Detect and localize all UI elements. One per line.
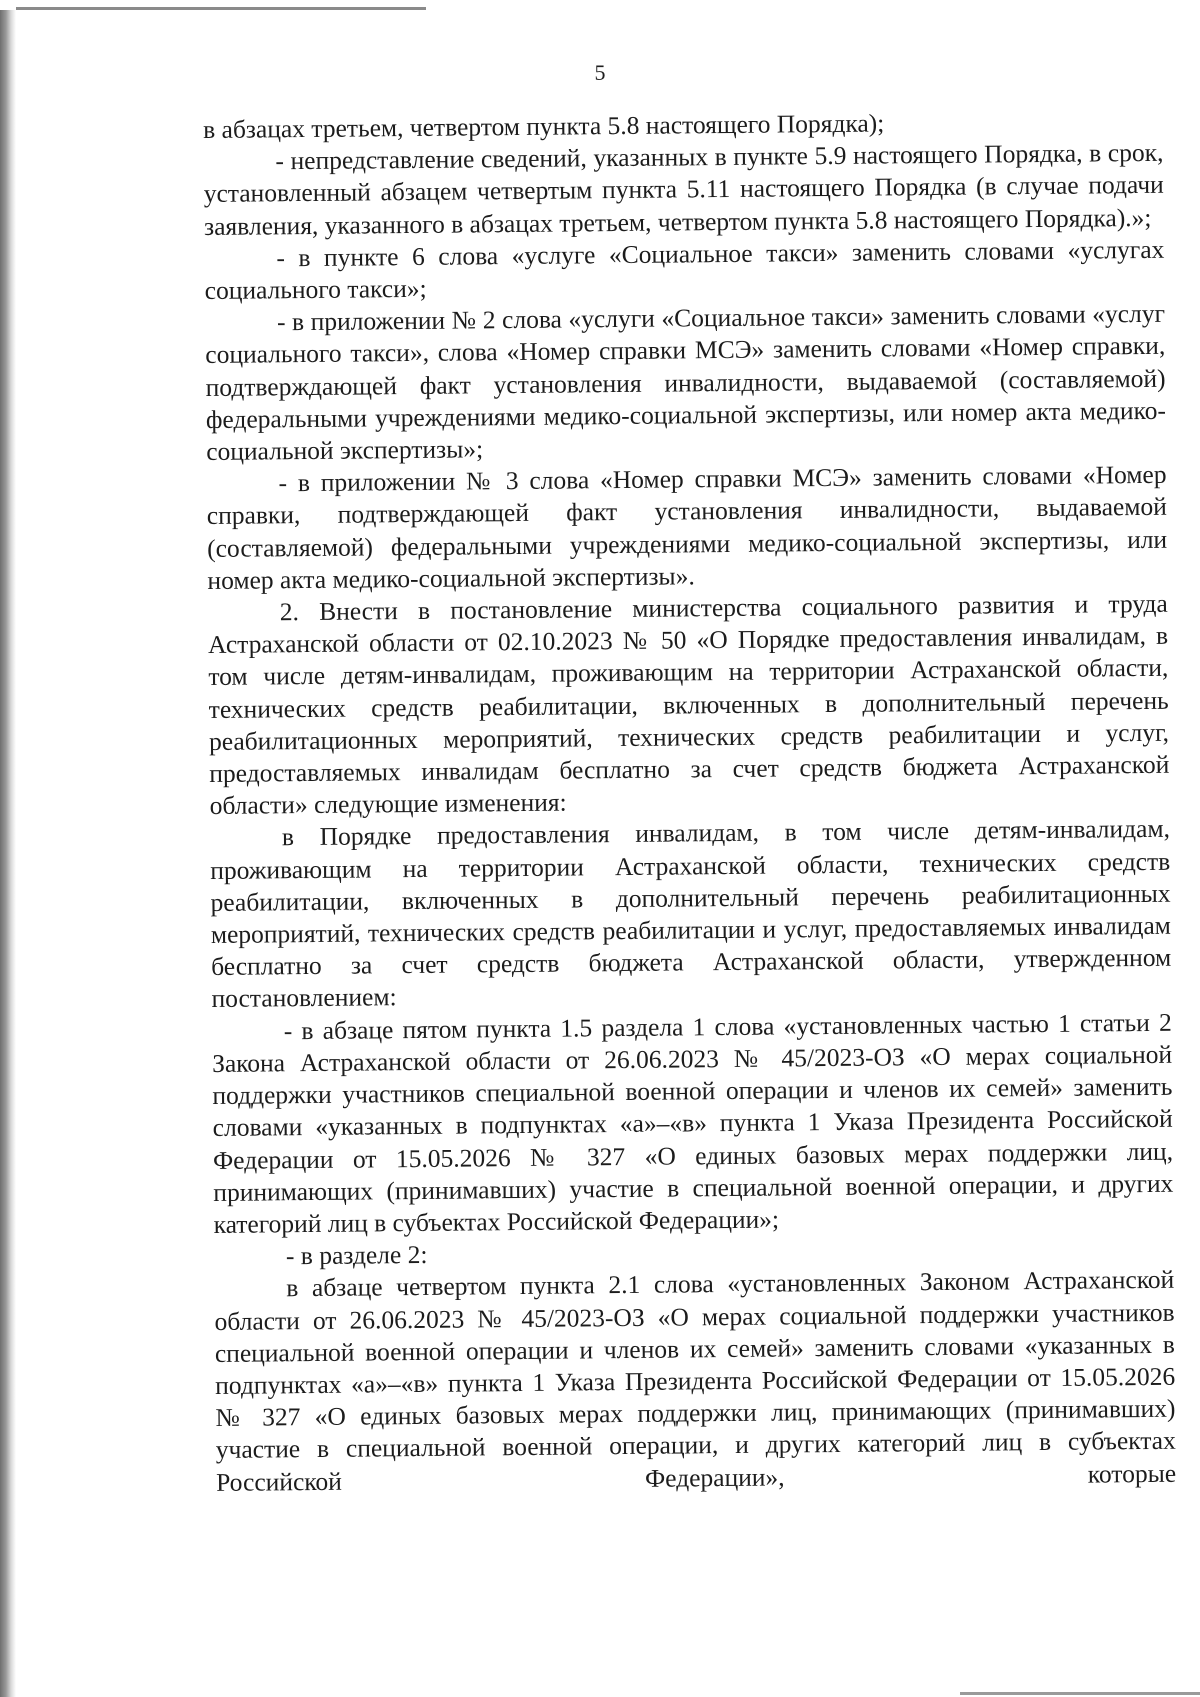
- paragraph-continuation: в абзацах третьем, четвертом пункта 5.8 настоящего Порядка);: [203, 108, 885, 144]
- paragraph-item-section-2: - в разделе 2:: [285, 1240, 428, 1271]
- document-body: [203, 105, 1176, 1499]
- paragraph-section-2-amend: 2. Внести в постановление министерства социального развития и труда Астраханской области от 02.10.2023 № 50 «О Порядке предоставления инвалидам, в том числе детям-инвалидам, проживающим на территории Астраханской области, технических средств реабилитации, включенных в дополнительный перечень реабилитационных мероприятий, технических средств реабилитации и услуг, предоставляемых инвалидам бесплатно за счет средств бюджета Астраханской области» следующие изменения:: [207, 588, 1170, 821]
- scan-top-edge-line: [16, 7, 426, 10]
- paragraph-item-appendix-3: - в приложении № 3 слова «Номер справки МСЭ» заменить словами «Номер справки, подтверждающей факт установления инвалидности, выдаваемой (составляемой) федеральными учреждениями медико-социальной экспертизы, или номер акта медико-социальной экспертизы».: [206, 460, 1168, 595]
- scan-bottom-edge-line: [960, 1692, 1200, 1695]
- paragraph-procedure-intro: в Порядке предоставления инвалидам, в том числе детям-инвалидам, проживающим на территории Астраханской области, технических средств реабилитации, включенных в дополнительный перечень реабилитационных мероприятий, технических средств реабилитации и услуг, предоставляемых инвалидам бесплатно за счет средств бюджета Астраханской области, утвержденном постановлением:: [210, 814, 1172, 1014]
- paragraph-item-point-2-1: в абзаце четвертом пункта 2.1 слова «установленных Законом Астраханской области от 26.06.2023 № 45/2023-ОЗ «О мерах социальной поддержки участников специальной военной операции и членов их семей» заменить словами «указанных в подпунктах «а»–«в» пункта 1 Указа Президента Российской Федерации от 15.05.2026 № 327 «О единых базовых мерах поддержки лиц, принимающих (принимавших) участие в специальной военной операции, и других категорий лиц в субъектах Российской Федерации», которые: [214, 1265, 1177, 1497]
- paragraph-item-appendix-2: - в приложении № 2 слова «услуги «Социальное такси» заменить словами «услуг социального такси», слова «Номер справки МСЭ» заменить словами «Номер справки, подтверждающей факт установления инвалидности, выдаваемой (составляемой) федеральными учреждениями медико-социальной экспертизы, или номер акта медико-социальной экспертизы»;: [205, 298, 1167, 467]
- paragraph-item-point-6: - в пункте 6 слова «услуге «Социальное такси» заменить словами «услугах социального такси»;: [204, 234, 1165, 306]
- paragraph-item-point-1-5: - в абзаце пятом пункта 1.5 раздела 1 слова «установленных частью 1 статьи 2 Закона Астраханской области от 26.06.2023 № 45/2023-ОЗ «О мерах социальной поддержки участников специальной военной операции и членов их семей» заменить словами «указанных в подпунктах «а»–«в» пункта 1 Указа Президента Российской Федерации от 15.05.2026 № 327 «О единых базовых мерах поддержки лиц, принимающих (принимавших) участие в специальной военной операции, и других категорий лиц в субъектах Российской Федерации»;: [211, 1007, 1174, 1239]
- paragraph-item-nonsubmission: - непредставление сведений, указанных в пункте 5.9 настоящего Порядка, в срок, установленный абзацем четвертым пункта 5.11 настоящего Порядка (в случае подачи заявления, указанного в абзацах третьем, четвертом пункта 5.8 настоящего Порядка).»;: [203, 137, 1164, 241]
- scan-left-edge-shadow: [0, 10, 16, 1697]
- page-number: 5: [594, 60, 606, 85]
